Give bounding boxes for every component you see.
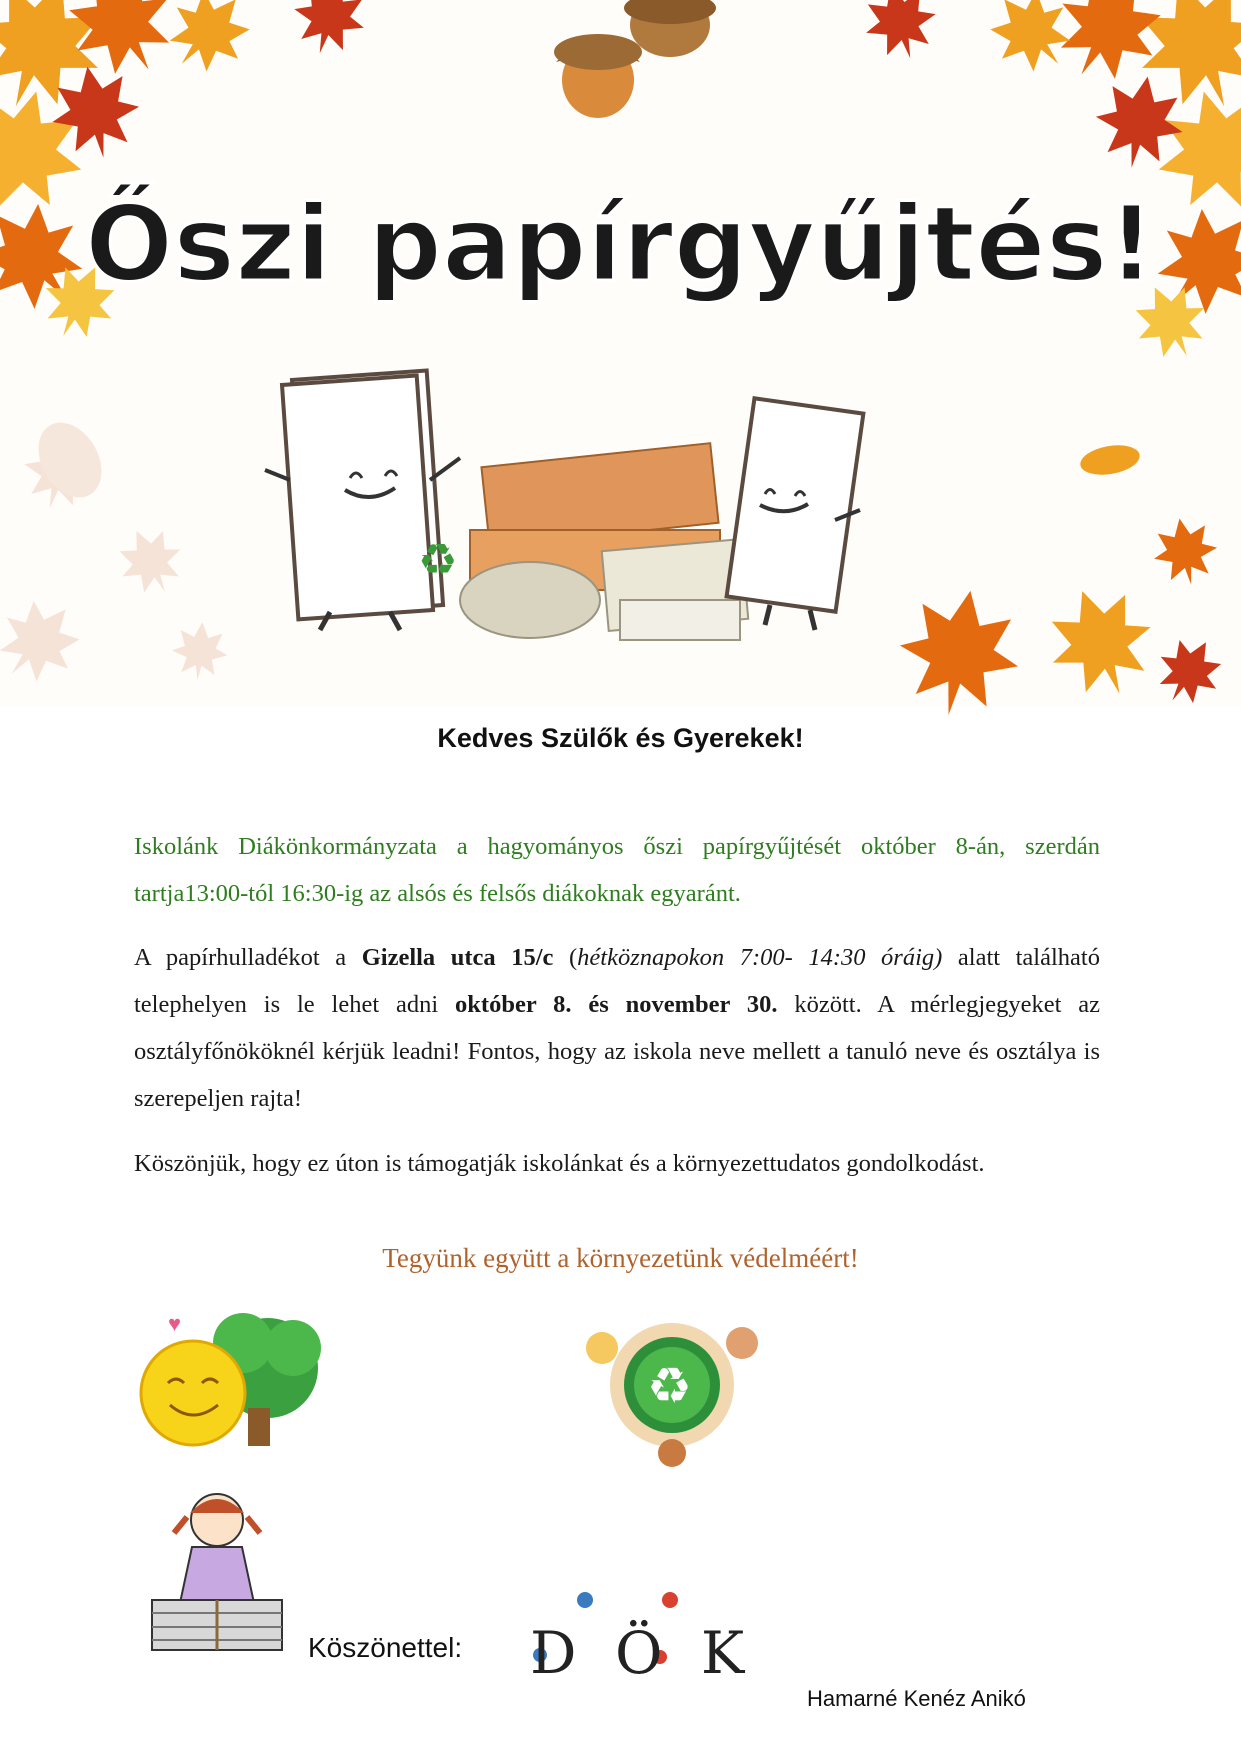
happy-paper-character-right (727, 398, 864, 630)
dropoff-hours: hétköznapokon 7:00- 14:30 óráig) (577, 944, 943, 971)
thanks-label: Köszönettel: (308, 1632, 463, 1663)
dropoff-text-2: ( (553, 944, 578, 971)
sun-and-tree-clipart (138, 1303, 328, 1453)
banner-title: Őszi papírgyűjtés! (84, 183, 1156, 305)
recycle-icon: ♻ (418, 536, 458, 585)
thanks-paragraph: Köszönjük, hogy ez úton is támogatják iskolánkat és a környezettudatos gondolkodást. (134, 1150, 985, 1177)
greeting-heading: Kedves Szülők és Gyerekek! (437, 723, 804, 753)
autumn-banner (0, 0, 1241, 706)
girl-with-newspapers-clipart (142, 1485, 292, 1660)
svg-text:♥: ♥ (168, 1311, 182, 1336)
signature: Hamarné Kenéz Anikó (807, 1686, 1026, 1711)
recycle-globe-icon: ♻ (647, 1358, 692, 1414)
banner-artwork (0, 0, 1241, 706)
intro-paragraph: Iskolánk Diákönkormányzata a hagyományos őszi papírgyűjtését október 8-án, szerdán tartja13:00-tól 16:30-ig az alsós és felsős diákoknak egyaránt. (134, 833, 1100, 907)
dropoff-address: Gizella utca 15/c (361, 944, 554, 971)
dropoff-text-4: között. A mérlegjegyeket az osztályfőnököknél kérjük leadni! Fontos, hogy az iskola neve mellett a tanuló neve és osztálya is szerepeljen rajta! (134, 991, 1101, 1112)
dropoff-text-3: alatt található telephelyen is le lehet adni (134, 944, 1100, 1018)
dropoff-date-range: október 8. és november 30. (455, 991, 778, 1018)
dok-logo (520, 1585, 755, 1687)
dok-logo-text: D Ö K (530, 1619, 755, 1687)
motto-line: Tegyünk együtt a környezetünk védelméért! (382, 1243, 859, 1273)
paper-pile (460, 443, 748, 640)
acorns (554, 0, 716, 118)
happy-paper-character-left (265, 371, 460, 630)
dropoff-text-1: A papírhulladékot a (134, 944, 362, 971)
dropoff-paragraph (134, 934, 1100, 1122)
children-recycle-globe-clipart (572, 1303, 772, 1468)
